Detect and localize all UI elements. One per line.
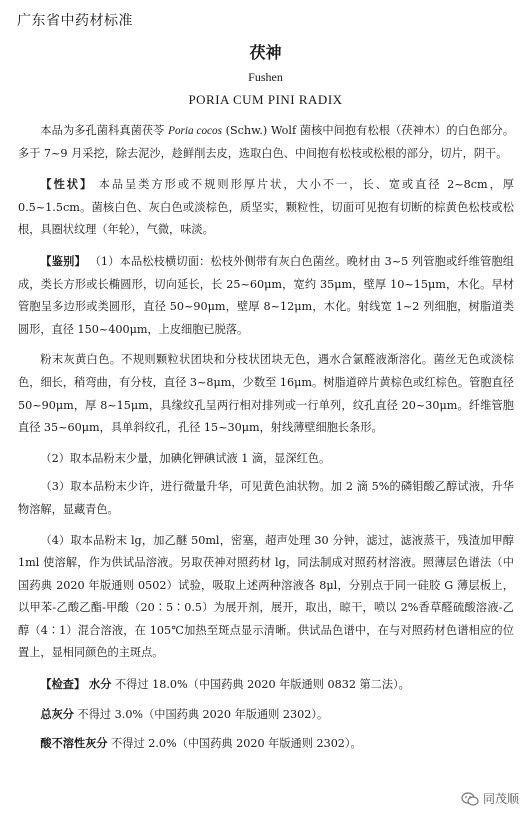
water-text: 不得过 18.0%（中国药典 2020 年版通则 0832 第二法）。 — [111, 678, 410, 692]
intro-text-1: 本品为多孔菌科真菌茯苓 — [40, 124, 169, 137]
document-header: 广东省中药材标准 — [17, 13, 133, 29]
identification-paragraph-1 — [18, 250, 514, 341]
identification-paragraph-5: （4）取本品粉末 lg，加乙醚 50ml，密塞，超声处理 30 分钟，滤过，滤液蒸干，残渣加甲醇 1ml 使溶解，作为供试品溶液。另取茯神对照药材 lg，同法制成对照药材溶液。照薄层色谱法（中国药典 2020 年版通则 0502）试验，吸取上述两种溶液各 8μl，分别点于同一硅胶 G 薄层板上，以甲苯-乙酸乙酯-甲酸（20∶5∶0.5）为展开剂，展开，取出，晾干，喷以 2%香草醛硫酸溶液-乙醇（4∶1）混合溶液，在 105℃加热至斑点显示清晰。供试品色谱中，在与对照药材色谱相应的位置上，显相同颜色的主斑点。 — [18, 533, 514, 660]
ash-text: 不得过 3.0%（中国药典 2020 年版通则 2302）。 — [73, 707, 329, 721]
latin-name: PORIA CUM PINI RADIX — [188, 92, 343, 107]
scientific-name: Poria cocos — [168, 125, 222, 137]
character-tag: 【性状】 — [40, 177, 94, 192]
identification-paragraph-2: 粉末灰黄白色。不规则颗粒状团块和分枝状团块无色，遇水合氯醛液渐溶化。菌丝无色或淡棕色，细长，稍弯曲，有分枝，直径 3~8μm，少数至 16μm。树脂道碎片黄棕色或红棕色。管胞直径 50~90μm，厚 8~15μm，具缘纹孔呈两行相对排列或一行单列，纹孔直径 20~30μm。纤维管胞直径 35~60μm，具单斜纹孔，孔径 15~30μm，射线薄壁细胞长条形。 — [18, 353, 514, 435]
inspection-water — [18, 673, 514, 697]
identification-paragraph-4: （3）取本品粉末少许，进行微量升华，可见黄色油状物。加 2 滴 5%的磷钼酸乙醇试液，升华物溶解，显藏青色。 — [18, 480, 514, 516]
pinyin-name: Fushen — [248, 70, 283, 84]
identification-text-1: （1）本品松枝横切面：松枝外侧带有灰白色菌丝。晚材由 3~5 列管胞或纤维管胞组成，类长方形或长椭圆形，切向延长，长 25~60μm，宽约 35μm，壁厚 10~15μm，木化。早材管胞呈多边形或类圆形，直径 50~90μm，壁厚 8~12μm，木化。射线宽 1~2 列细胞，树脂道类圆形，直径 150~400μm，上皮细胞已脱落。 — [18, 254, 514, 336]
inspection-tag: 【检查】 — [40, 677, 86, 692]
inspection-acid-ash — [18, 732, 514, 756]
inspection-ash — [18, 703, 514, 727]
acid-ash-text: 不得过 2.0%（中国药典 2020 年版通则 2302）。 — [107, 737, 362, 751]
identification-paragraph-3: （2）取本品粉末少量，加碘化钾碘试液 1 滴，显深红色。 — [40, 451, 331, 465]
acid-ash-label: 酸不溶性灰分 — [40, 736, 108, 751]
character-paragraph — [18, 173, 514, 242]
intro-paragraph — [18, 120, 514, 165]
watermark-text: 同茂顺 — [482, 792, 519, 806]
ash-label: 总灰分 — [40, 706, 74, 721]
page-title: 茯神 — [249, 43, 282, 62]
identification-tag: 【鉴别】 — [40, 253, 86, 268]
wechat-icon — [461, 792, 479, 806]
intro-text-2: (Schw.) Wolf 菌核中间抱有松根（茯神木）的白色部分。多于 7~9 月采挖，除去泥沙，趁鲜削去皮，选取白色、中间抱有松枝或松根的部分，切片，阴干。 — [18, 124, 515, 160]
monograph-body — [18, 120, 514, 764]
water-label: 水分 — [85, 677, 112, 692]
watermark — [461, 790, 519, 807]
character-text: 本品呈类方形或不规则形厚片状，大小不一，长、宽或直径 2~8cm，厚 0.5~1.5cm。菌核白色、灰白色或淡棕色，质坚实，颗粒性，切面可见抱有切断的棕黄色松枝或松根，具圈状纹理（年轮），气微，味淡。 — [18, 178, 514, 237]
